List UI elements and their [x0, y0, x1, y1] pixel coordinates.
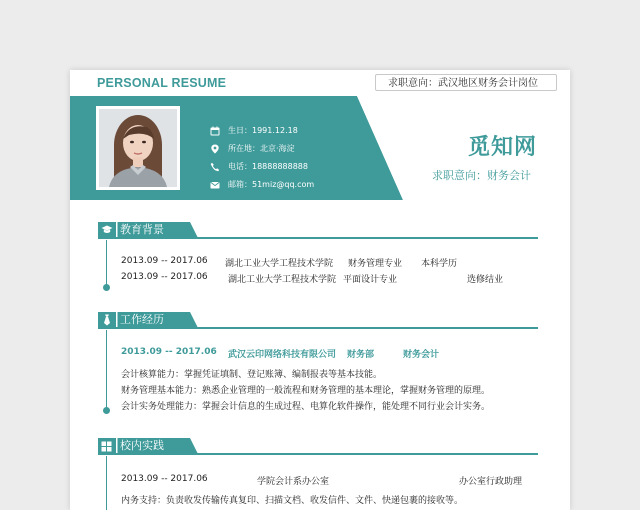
- section-divider: [98, 237, 538, 239]
- timeline-dot: [103, 284, 110, 291]
- info-location: [210, 143, 295, 154]
- education-major: 平面设计专业: [343, 275, 398, 285]
- location-pin-icon: [210, 144, 220, 154]
- timeline-line: [106, 456, 107, 510]
- work-role: 财务会计: [403, 350, 440, 360]
- info-email: [210, 179, 314, 190]
- phone-text: 电话：18888888888: [228, 162, 308, 171]
- section-divider: [98, 453, 538, 455]
- section-education-header: [98, 222, 538, 238]
- education-degree: 本科学历: [421, 259, 458, 269]
- email-icon: [210, 180, 220, 190]
- campus-description: 内务支持：负责收发传输传真复印、扫描文档、收发信件、文件、快递包裹的接收等。: [121, 496, 464, 506]
- birthday-text: 生日：1991.12.18: [228, 126, 298, 135]
- avatar: [99, 109, 177, 187]
- work-detail-line: 会计核算能力：掌握凭证填制、登记账簿、编制报表等基本技能。: [121, 370, 383, 380]
- timeline-line: [106, 330, 107, 410]
- campus-date: 2013.09 -- 2017.06: [121, 474, 208, 484]
- campus-org: 学院会计系办公室: [257, 477, 330, 487]
- campus-role: 办公室行政助理: [459, 477, 523, 487]
- work-detail-line: 会计实务处理能力：掌握会计信息的生成过程、电算化软件操作，能处理不同行业会计实务。: [121, 402, 491, 412]
- candidate-intent: 求职意向：财务会计: [432, 169, 531, 182]
- section-campus-title: 校内实践: [120, 439, 164, 452]
- section-divider: [98, 327, 538, 329]
- location-text: 所在地：北京·海淀: [228, 144, 295, 153]
- info-birthday: [210, 125, 298, 136]
- timeline-dot: [103, 407, 110, 414]
- section-campus-header: [98, 438, 538, 454]
- info-phone: [210, 161, 308, 172]
- section-work-header: [98, 312, 538, 328]
- section-work-title: 工作经历: [120, 313, 164, 326]
- windows-grid-icon: [101, 441, 112, 452]
- work-date: 2013.09 -- 2017.06: [121, 347, 217, 357]
- work-detail-line: 财务管理基本能力：熟悉企业管理的一般流程和财务管理的基本理论，掌握财务管理的原理。: [121, 386, 491, 396]
- education-school: 湖北工业大学工程技术学院: [228, 275, 337, 285]
- job-intent-box: 求职意向：武汉地区财务会计岗位: [375, 74, 557, 91]
- education-major: 财务管理专业: [348, 259, 403, 269]
- phone-icon: [210, 162, 220, 172]
- education-date: 2013.09 -- 2017.06: [121, 272, 208, 282]
- calendar-icon: [210, 126, 220, 136]
- resume-title: PERSONAL RESUME: [97, 76, 227, 90]
- resume-page: [70, 70, 570, 510]
- candidate-name: 觅知网: [468, 135, 538, 160]
- work-company: 武汉云印网络科技有限公司: [228, 350, 337, 360]
- education-school: 湖北工业大学工程技术学院: [225, 259, 334, 269]
- education-date: 2013.09 -- 2017.06: [121, 256, 208, 266]
- work-department: 财务部: [347, 350, 375, 360]
- timeline-line: [106, 240, 107, 288]
- email-text: 邮箱：51miz@qq.com: [228, 180, 315, 189]
- profile-photo: [96, 106, 180, 190]
- section-education-title: 教育背景: [120, 223, 164, 236]
- education-degree: 选修结业: [467, 275, 504, 285]
- necktie-icon: [102, 314, 112, 326]
- graduation-cap-icon: [101, 225, 113, 235]
